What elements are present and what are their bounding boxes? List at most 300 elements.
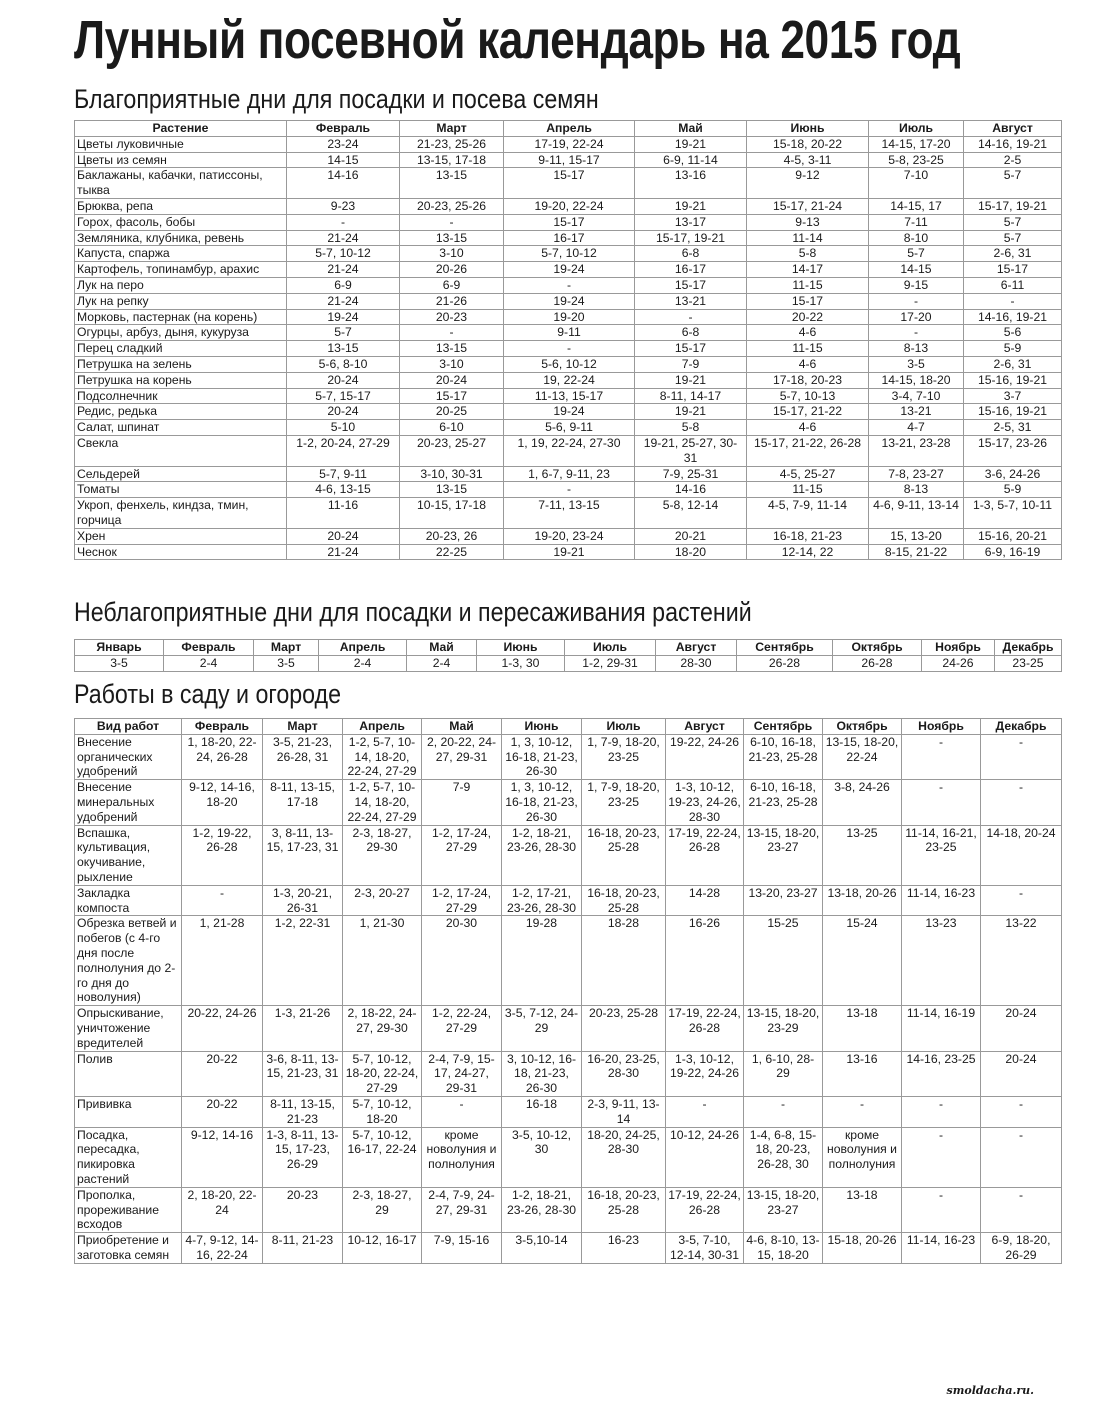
- table-row: [75, 528, 1062, 544]
- table-cell: 15-17: [400, 388, 504, 404]
- table-cell: 20-24: [287, 372, 400, 388]
- table-cell: 13-15: [400, 341, 504, 357]
- table-row: [75, 262, 1062, 278]
- column-header: Март: [263, 719, 343, 735]
- table-row: [75, 341, 1062, 357]
- table-cell: 2-3, 20-27: [343, 885, 422, 916]
- column-header: Октябрь: [833, 640, 922, 656]
- works-table-header: [75, 719, 1062, 735]
- table-cell: 13-15: [400, 482, 504, 498]
- table-cell: 14-16: [635, 482, 747, 498]
- table-cell: 10-15, 17-18: [400, 498, 504, 529]
- table-row: [75, 916, 1062, 1006]
- table-cell: 20-22: [747, 309, 869, 325]
- table-cell: 1-2, 18-21, 23-26, 28-30: [502, 1187, 582, 1232]
- row-label: Лук на перо: [75, 277, 287, 293]
- table-cell: 15-17: [635, 277, 747, 293]
- table-cell: 2, 18-20, 22-24: [182, 1187, 263, 1232]
- table-cell: 7-11, 13-15: [504, 498, 635, 529]
- table-row: [75, 246, 1062, 262]
- table-cell: 20-24: [287, 404, 400, 420]
- table-cell: 4-5, 3-11: [747, 152, 869, 168]
- table-row: [75, 168, 1062, 199]
- table-cell: 5-7: [964, 230, 1062, 246]
- table-cell: 1-2, 17-24, 27-29: [422, 885, 502, 916]
- table-cell: 8-11, 21-23: [263, 1233, 343, 1264]
- table-cell: 21-23, 25-26: [400, 136, 504, 152]
- table-cell: 19-21: [635, 136, 747, 152]
- table-cell: кроме новолуния и полнолуния: [422, 1127, 502, 1187]
- row-label: Морковь, пастернак (на корень): [75, 309, 287, 325]
- table-cell: 13-16: [823, 1051, 902, 1096]
- table-cell: 3-5, 10-12, 30: [502, 1127, 582, 1187]
- table-cell: 3, 8-11, 13-15, 17-23, 31: [263, 825, 343, 885]
- table-row: [75, 482, 1062, 498]
- table-cell: 8-13: [869, 341, 964, 357]
- table-cell: 15-25: [744, 916, 823, 1006]
- table-cell: 15-17, 23-26: [964, 435, 1062, 466]
- table-cell: 1-3, 5-7, 10-11: [964, 498, 1062, 529]
- table-cell: -: [400, 214, 504, 230]
- table-cell: 4-5, 25-27: [747, 466, 869, 482]
- table-cell: 1-3, 30: [477, 655, 565, 671]
- table-cell: 13-22: [981, 916, 1062, 1006]
- table-cell: 2-5: [964, 152, 1062, 168]
- table-cell: -: [981, 1127, 1062, 1187]
- table-cell: 14-17: [747, 262, 869, 278]
- table-cell: 1-2, 5-7, 10-14, 18-20, 22-24, 27-29: [343, 734, 422, 779]
- table-cell: 1-2, 5-7, 10-14, 18-20, 22-24, 27-29: [343, 780, 422, 825]
- table-cell: 1, 18-20, 22-24, 26-28: [182, 734, 263, 779]
- table-cell: 5-9: [964, 482, 1062, 498]
- table-cell: 3-5,10-14: [502, 1233, 582, 1264]
- table-cell: 1-2, 19-22, 26-28: [182, 825, 263, 885]
- table-cell: 15-16, 19-21: [964, 404, 1062, 420]
- table-cell: -: [981, 780, 1062, 825]
- table-cell: -: [182, 885, 263, 916]
- table-cell: 14-16: [287, 168, 400, 199]
- table-cell: 1-4, 6-8, 15-18, 20-23, 26-28, 30: [744, 1127, 823, 1187]
- table-cell: 11-14: [747, 230, 869, 246]
- table-cell: 15-17, 21-22: [747, 404, 869, 420]
- table-cell: 3-8, 24-26: [823, 780, 902, 825]
- row-label: Посадка, пересадка, пикировка растений: [75, 1127, 182, 1187]
- column-header: Июнь: [502, 719, 582, 735]
- table-cell: -: [400, 325, 504, 341]
- table-cell: 16-20, 23-25, 28-30: [582, 1051, 666, 1096]
- table-cell: 11-14, 16-23: [902, 1233, 981, 1264]
- table-cell: 1-2, 17-24, 27-29: [422, 825, 502, 885]
- column-header: Июль: [582, 719, 666, 735]
- table-cell: 2-4: [407, 655, 477, 671]
- table-cell: 5-7: [287, 325, 400, 341]
- table-cell: 1, 21-30: [343, 916, 422, 1006]
- table-cell: 19-24: [504, 404, 635, 420]
- column-header: Август: [666, 719, 744, 735]
- table-cell: -: [823, 1096, 902, 1127]
- table-cell: 21-24: [287, 262, 400, 278]
- table-row: [75, 356, 1062, 372]
- table-cell: 23-25: [995, 655, 1062, 671]
- table-cell: 9-12, 14-16, 18-20: [182, 780, 263, 825]
- table-cell: 5-7, 9-11: [287, 466, 400, 482]
- table-cell: 7-9, 15-16: [422, 1233, 502, 1264]
- table-cell: 13-25: [823, 825, 902, 885]
- table-cell: 19-20, 22-24: [504, 198, 635, 214]
- table-cell: 13-15: [400, 230, 504, 246]
- table-cell: 15-16, 19-21: [964, 372, 1062, 388]
- table-row: [75, 498, 1062, 529]
- column-header: Февраль: [164, 640, 254, 656]
- table-cell: 14-16, 19-21: [964, 309, 1062, 325]
- table-row: [75, 136, 1062, 152]
- table-cell: 19-21: [635, 198, 747, 214]
- table-cell: 21-24: [287, 544, 400, 560]
- table-cell: 7-11: [869, 214, 964, 230]
- table-row: [75, 214, 1062, 230]
- table-cell: 14-28: [666, 885, 744, 916]
- column-header: Растение: [75, 121, 287, 137]
- table-row: [75, 325, 1062, 341]
- table-cell: 7-9, 25-31: [635, 466, 747, 482]
- table-cell: 5-8, 23-25: [869, 152, 964, 168]
- column-header: Ноябрь: [922, 640, 995, 656]
- table-cell: 19-20, 23-24: [504, 528, 635, 544]
- table-cell: 16-23: [582, 1233, 666, 1264]
- table-cell: 6-8: [635, 246, 747, 262]
- row-label: Обрезка ветвей и побегов (с 4-го дня после полнолуния до 2-го дня до новолуния): [75, 916, 182, 1006]
- table-cell: 23-24: [287, 136, 400, 152]
- section-title-favorable: Благоприятные дни для посадки и посева семян: [74, 84, 599, 114]
- table-cell: 6-10: [400, 420, 504, 436]
- table-cell: 13-21: [635, 293, 747, 309]
- table-cell: 5-7, 10-12: [504, 246, 635, 262]
- table-cell: 2-4: [164, 655, 254, 671]
- row-label: Цветы луковичные: [75, 136, 287, 152]
- table-cell: -: [744, 1096, 823, 1127]
- table-cell: 13-23: [902, 916, 981, 1006]
- table-cell: 14-16, 19-21: [964, 136, 1062, 152]
- table-cell: 5-6, 9-11: [504, 420, 635, 436]
- table-cell: 18-20: [635, 544, 747, 560]
- table-cell: 14-15: [869, 262, 964, 278]
- table-cell: 20-24: [981, 1006, 1062, 1051]
- table-cell: 14-15: [287, 152, 400, 168]
- table-cell: 16-26: [666, 916, 744, 1006]
- table-row: [75, 825, 1062, 885]
- table-cell: 6-10, 16-18, 21-23, 25-28: [744, 780, 823, 825]
- column-header: Декабрь: [981, 719, 1062, 735]
- column-header: Февраль: [182, 719, 263, 735]
- table-cell: 6-9, 11-14: [635, 152, 747, 168]
- column-header: Январь: [75, 640, 164, 656]
- table-cell: 16-18, 20-23, 25-28: [582, 825, 666, 885]
- table-cell: 12-14, 22: [747, 544, 869, 560]
- table-cell: 4-6, 13-15: [287, 482, 400, 498]
- table-cell: 4-6: [747, 356, 869, 372]
- table-cell: 1, 6-10, 28-29: [744, 1051, 823, 1096]
- table-cell: 26-28: [737, 655, 833, 671]
- table-cell: 20-22, 24-26: [182, 1006, 263, 1051]
- table-cell: 1, 3, 10-12, 16-18, 21-23, 26-30: [502, 780, 582, 825]
- table-cell: 16-18, 20-23, 25-28: [582, 885, 666, 916]
- table-cell: 15, 13-20: [869, 528, 964, 544]
- row-label: Томаты: [75, 482, 287, 498]
- table-cell: 16-18: [502, 1096, 582, 1127]
- table-cell: 11-13, 15-17: [504, 388, 635, 404]
- table-cell: 21-24: [287, 230, 400, 246]
- table-cell: -: [964, 293, 1062, 309]
- table-cell: 13-18, 20-26: [823, 885, 902, 916]
- table-cell: -: [422, 1096, 502, 1127]
- table-cell: 6-9: [287, 277, 400, 293]
- table-cell: 8-10: [869, 230, 964, 246]
- table-cell: 11-14, 16-23: [902, 885, 981, 916]
- table-cell: 5-6, 10-12: [504, 356, 635, 372]
- table-cell: -: [635, 309, 747, 325]
- table-cell: 3, 10-12, 16-18, 21-23, 26-30: [502, 1051, 582, 1096]
- table-cell: 2-4: [319, 655, 407, 671]
- table-cell: 20-25: [400, 404, 504, 420]
- table-cell: 2-3, 18-27, 29-30: [343, 825, 422, 885]
- table-cell: 15-17: [504, 214, 635, 230]
- table-cell: 19-21: [504, 544, 635, 560]
- table-cell: 3-5: [869, 356, 964, 372]
- column-header: Декабрь: [995, 640, 1062, 656]
- table-cell: 5-7, 10-12, 18-20, 22-24, 27-29: [343, 1051, 422, 1096]
- table-row: [75, 152, 1062, 168]
- table-cell: 6-10, 16-18, 21-23, 25-28: [744, 734, 823, 779]
- table-cell: 1-3, 10-12, 19-23, 24-26, 28-30: [666, 780, 744, 825]
- table-cell: 13-16: [635, 168, 747, 199]
- table-cell: 20-23, 25-27: [400, 435, 504, 466]
- table-cell: 9-12: [747, 168, 869, 199]
- table-cell: 15-24: [823, 916, 902, 1006]
- table-cell: 7-9: [422, 780, 502, 825]
- row-label: Чеснок: [75, 544, 287, 560]
- row-label: Укроп, фенхель, киндза, тмин, горчица: [75, 498, 287, 529]
- table-cell: 11-14, 16-19: [902, 1006, 981, 1051]
- table-cell: 19-24: [287, 309, 400, 325]
- table-cell: 5-9: [964, 341, 1062, 357]
- table-cell: 13-15: [400, 168, 504, 199]
- table-cell: 19-20: [504, 309, 635, 325]
- column-header: Июнь: [477, 640, 565, 656]
- table-cell: 5-6: [964, 325, 1062, 341]
- table-cell: 13-18: [823, 1187, 902, 1232]
- table-cell: 5-7, 10-13: [747, 388, 869, 404]
- table-cell: 15-18, 20-22: [747, 136, 869, 152]
- table-cell: 2-4, 7-9, 15-17, 24-27, 29-31: [422, 1051, 502, 1096]
- table-cell: 2, 18-22, 24-27, 29-30: [343, 1006, 422, 1051]
- table-cell: -: [981, 734, 1062, 779]
- table-cell: 15-17: [635, 341, 747, 357]
- table-cell: 17-19, 22-24, 26-28: [666, 825, 744, 885]
- table-cell: -: [902, 1187, 981, 1232]
- table-cell: 13-15, 17-18: [400, 152, 504, 168]
- column-header: Апрель: [319, 640, 407, 656]
- table-cell: 7-10: [869, 168, 964, 199]
- row-label: Перец сладкий: [75, 341, 287, 357]
- table-cell: -: [666, 1096, 744, 1127]
- row-label: Прививка: [75, 1096, 182, 1127]
- table-cell: 20-23, 25-28: [582, 1006, 666, 1051]
- table-cell: 20-21: [635, 528, 747, 544]
- table-cell: 19-24: [504, 293, 635, 309]
- table-cell: 1, 7-9, 18-20, 23-25: [582, 734, 666, 779]
- table-cell: 14-15, 17-20: [869, 136, 964, 152]
- table-cell: 14-18, 20-24: [981, 825, 1062, 885]
- table-cell: 13-15, 18-20, 23-29: [744, 1006, 823, 1051]
- table-cell: 5-7: [964, 214, 1062, 230]
- table-cell: 19, 22-24: [504, 372, 635, 388]
- table-cell: 20-30: [422, 916, 502, 1006]
- table-cell: 1, 3, 10-12, 16-18, 21-23, 26-30: [502, 734, 582, 779]
- table-cell: 15-16, 20-21: [964, 528, 1062, 544]
- row-label: Свекла: [75, 435, 287, 466]
- table-cell: 19-21: [635, 372, 747, 388]
- table-cell: 9-11: [504, 325, 635, 341]
- table-cell: 13-15, 18-20, 23-27: [744, 1187, 823, 1232]
- table-cell: 4-6, 8-10, 13-15, 18-20: [744, 1233, 823, 1264]
- table-cell: 3-5, 7-12, 24-29: [502, 1006, 582, 1051]
- row-label: Полив: [75, 1051, 182, 1096]
- table-cell: 1-2, 29-31: [565, 655, 656, 671]
- column-header: Июль: [869, 121, 964, 137]
- table-cell: 21-24: [287, 293, 400, 309]
- table-cell: 19-24: [504, 262, 635, 278]
- table-cell: 8-11, 13-15, 21-23: [263, 1096, 343, 1127]
- table-cell: 13-15: [287, 341, 400, 357]
- table-cell: 11-15: [747, 277, 869, 293]
- table-cell: 13-17: [635, 214, 747, 230]
- table-cell: 1-2, 22-31: [263, 916, 343, 1006]
- row-label: Внесение минеральных удобрений: [75, 780, 182, 825]
- table-cell: 5-7, 10-12: [287, 246, 400, 262]
- table-cell: 20-23, 26: [400, 528, 504, 544]
- row-label: Баклажаны, кабачки, патиссоны, тыква: [75, 168, 287, 199]
- table-cell: -: [902, 1096, 981, 1127]
- table-row: [75, 734, 1062, 779]
- table-cell: кроме новолуния и полнолуния: [823, 1127, 902, 1187]
- table-row: [75, 1127, 1062, 1187]
- table-cell: 3-4, 7-10: [869, 388, 964, 404]
- column-header: Октябрь: [823, 719, 902, 735]
- planting-table-header: [75, 121, 1062, 137]
- table-cell: 13-18: [823, 1006, 902, 1051]
- table-cell: 9-23: [287, 198, 400, 214]
- column-header: Август: [964, 121, 1062, 137]
- table-cell: 1, 6-7, 9-11, 23: [504, 466, 635, 482]
- table-cell: -: [981, 1187, 1062, 1232]
- table-row: [75, 885, 1062, 916]
- table-cell: 5-8: [747, 246, 869, 262]
- table-cell: 3-10, 30-31: [400, 466, 504, 482]
- row-label: Сельдерей: [75, 466, 287, 482]
- table-cell: 6-8: [635, 325, 747, 341]
- table-cell: 1-3, 21-26: [263, 1006, 343, 1051]
- row-label: Петрушка на зелень: [75, 356, 287, 372]
- unfavorable-table: [74, 639, 1062, 672]
- table-cell: 5-7, 10-12, 18-20: [343, 1096, 422, 1127]
- table-cell: 18-28: [582, 916, 666, 1006]
- page-title: Лунный посевной календарь на 2015 год: [74, 10, 961, 70]
- column-header: Апрель: [343, 719, 422, 735]
- table-row: [75, 277, 1062, 293]
- section-title-unfavorable: Неблагоприятные дни для посадки и пересаживания растений: [74, 597, 752, 627]
- row-label: Лук на репку: [75, 293, 287, 309]
- table-row: [75, 780, 1062, 825]
- table-cell: 4-7, 9-12, 14-16, 22-24: [182, 1233, 263, 1264]
- table-cell: 11-16: [287, 498, 400, 529]
- table-row: [75, 420, 1062, 436]
- table-cell: 20-24: [400, 372, 504, 388]
- table-cell: 1, 7-9, 18-20, 23-25: [582, 780, 666, 825]
- table-row: [75, 388, 1062, 404]
- row-label: Прополка, прореживание всходов: [75, 1187, 182, 1232]
- table-cell: 8-13: [869, 482, 964, 498]
- table-cell: 3-6, 24-26: [964, 466, 1062, 482]
- table-cell: 14-15, 18-20: [869, 372, 964, 388]
- unfavorable-table-header: [75, 640, 1062, 656]
- table-cell: 20-23, 25-26: [400, 198, 504, 214]
- table-cell: 11-14, 16-21, 23-25: [902, 825, 981, 885]
- column-header: Июль: [565, 640, 656, 656]
- table-row: [75, 1096, 1062, 1127]
- table-cell: -: [869, 293, 964, 309]
- table-cell: 15-17, 19-21: [635, 230, 747, 246]
- table-cell: 19-21: [635, 404, 747, 420]
- table-row: [75, 230, 1062, 246]
- table-cell: 21-26: [400, 293, 504, 309]
- table-cell: 3-7: [964, 388, 1062, 404]
- table-cell: 20-22: [182, 1096, 263, 1127]
- column-header: Май: [407, 640, 477, 656]
- table-row: [75, 1187, 1062, 1232]
- table-cell: 3-5: [75, 655, 164, 671]
- row-label: Огурцы, арбуз, дыня, кукуруза: [75, 325, 287, 341]
- row-label: Хрен: [75, 528, 287, 544]
- row-label: Земляника, клубника, ревень: [75, 230, 287, 246]
- row-label: Горох, фасоль, бобы: [75, 214, 287, 230]
- column-header: Май: [635, 121, 747, 137]
- table-row: [75, 1051, 1062, 1096]
- table-cell: -: [981, 885, 1062, 916]
- table-cell: 1-2, 18-21, 23-26, 28-30: [502, 825, 582, 885]
- table-cell: 4-6: [747, 420, 869, 436]
- column-header: Ноябрь: [902, 719, 981, 735]
- section-title-works: Работы в саду и огороде: [74, 679, 342, 709]
- table-cell: -: [902, 780, 981, 825]
- table-cell: 10-12, 16-17: [343, 1233, 422, 1264]
- table-row: [75, 544, 1062, 560]
- column-header: Сентябрь: [737, 640, 833, 656]
- table-cell: 15-17: [747, 293, 869, 309]
- table-cell: -: [902, 1127, 981, 1187]
- table-cell: 6-9, 18-20, 26-29: [981, 1233, 1062, 1264]
- table-cell: 17-19, 22-24, 26-28: [666, 1187, 744, 1232]
- table-cell: 13-21, 23-28: [869, 435, 964, 466]
- table-cell: 5-7, 15-17: [287, 388, 400, 404]
- table-cell: 17-19, 22-24: [504, 136, 635, 152]
- table-cell: 22-25: [400, 544, 504, 560]
- table-cell: 1-2, 20-24, 27-29: [287, 435, 400, 466]
- column-header: Февраль: [287, 121, 400, 137]
- table-cell: 13-21: [869, 404, 964, 420]
- table-cell: 2-6, 31: [964, 356, 1062, 372]
- table-cell: 5-7, 10-12, 16-17, 22-24: [343, 1127, 422, 1187]
- table-cell: 4-7: [869, 420, 964, 436]
